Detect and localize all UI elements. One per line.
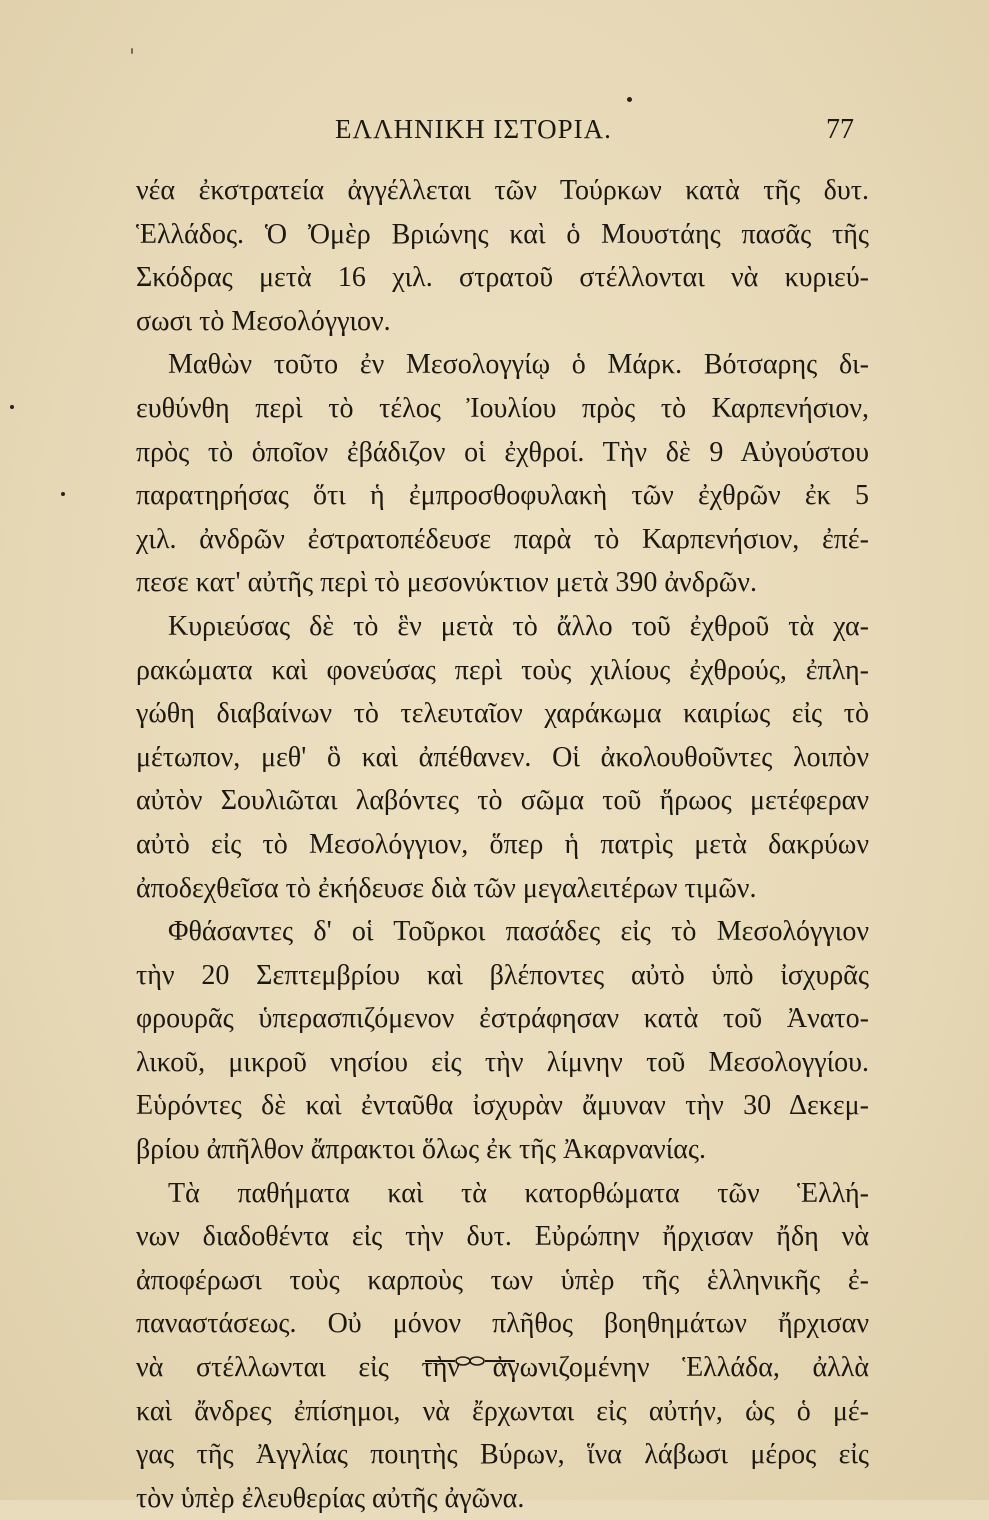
text-line: Σκόδρας μετὰ 16 χιλ. στρατοῦ στέλλονται νὰ κυριεύ- [136, 262, 869, 294]
end-of-section-ornament-icon [425, 1354, 515, 1368]
text-line: Εὑρόντες δὲ καὶ ἐνταῦθα ἰσχυρὰν ἄμυναν τὴν 30 Δεκεμ- [136, 1090, 869, 1122]
text-line: αὐτὸν Σουλιῶται λαβόντες τὸ σῶμα τοῦ ἥρωος μετέφεραν [136, 785, 869, 817]
text-line: ρακώματα καὶ φονεύσας περὶ τοὺς χιλίους ἐχθρούς, ἐπλη- [136, 654, 869, 686]
running-head-title: ΕΛΛΗΝΙΚΗ ΙΣΤΟΡΙΑ. [335, 114, 612, 144]
text-line: Κυριεύσας δὲ τὸ ἓν μετὰ τὸ ἄλλο τοῦ ἐχθροῦ τὰ χα- [168, 610, 869, 642]
text-line: Φθάσαντες δ' οἱ Τοῦρκοι πασάδες εἰς τὸ Μεσολόγγιον [168, 916, 869, 948]
text-line: γας τῆς Ἀγγλίας ποιητὴς Βύρων, ἵνα λάβωσι μέρος εἰς [136, 1439, 869, 1471]
text-line: Τὰ παθήματα καὶ τὰ κατορθώματα τῶν Ἑλλή- [168, 1177, 869, 1209]
text-line: ευθύνθη περὶ τὸ τέλος Ἰουλίου πρὸς τὸ Καρπενήσιον, [136, 392, 869, 424]
text-line: χιλ. ἀνδρῶν ἐστρατοπέδευσε παρὰ τὸ Καρπενήσιον, ἐπέ- [136, 523, 869, 555]
text-line: πρὸς τὸ ὁποῖον ἐβάδιζον οἱ ἐχθροί. Τὴν δὲ 9 Αὐγούστου [136, 436, 869, 468]
text-line: νων διαδοθέντα εἰς τὴν δυτ. Εὐρώπην ἤρχισαν ἤδη νὰ [136, 1221, 869, 1253]
text-line: καὶ ἄνδρες ἐπίσημοι, νὰ ἔρχωνται εἰς αὐτήν, ὡς ὁ μέ- [136, 1395, 869, 1427]
page-number: 77 [826, 114, 854, 145]
text-line: μέτωπον, μεθ' ὃ καὶ ἀπέθανεν. Οἱ ἀκολουθοῦντες λοιπὸν [136, 741, 869, 773]
text-line: ἀποδεχθεῖσα τὸ ἐκήδευσε διὰ τῶν μεγαλειτέρων τιμῶν. [136, 872, 757, 904]
print-speck [131, 48, 133, 54]
text-line: βρίου ἀπῆλθον ἄπρακτοι ὅλως ἐκ τῆς Ἀκαρνανίας. [136, 1134, 707, 1166]
print-speck [10, 405, 14, 409]
text-line: σωσι τὸ Μεσολόγγιον. [136, 305, 391, 337]
text-line: νὰ στέλλωνται εἰς τὴν ἀγωνιζομένην Ἑλλάδα, ἀλλὰ [136, 1352, 869, 1384]
text-line: ἀποφέρωσι τοὺς καρποὺς των ὑπὲρ τῆς ἑλληνικῆς ἐ- [136, 1264, 869, 1296]
text-line: νέα ἐκστρατεία ἀγγέλλεται τῶν Τούρκων κατὰ τῆς δυτ. [136, 175, 869, 206]
body-text [136, 169, 869, 1520]
text-line: γώθη διαβαίνων τὸ τελευταῖον χαράκωμα καιρίως εἰς τὸ [136, 698, 869, 730]
text-line: παρατηρήσας ὅτι ἡ ἐμπροσθοφυλακὴ τῶν ἐχθρῶν ἐκ 5 [136, 480, 869, 512]
text-line: τὸν ὑπὲρ ἐλευθερίας αὐτῆς ἀγῶνα. [136, 1482, 525, 1514]
text-line: Ἑλλάδος. Ὁ Ὀμὲρ Βριώνης καὶ ὁ Μουστάης πασᾶς τῆς [136, 218, 869, 250]
text-line: τὴν 20 Σεπτεμβρίου καὶ βλέποντες αὐτὸ ὑπὸ ἰσχυρᾶς [136, 959, 869, 991]
print-speck [61, 492, 65, 496]
text-line: Μαθὼν τοῦτο ἐν Μεσολογγίῳ ὁ Μάρκ. Βότσαρης δι- [168, 349, 869, 381]
text-line: αὐτὸ εἰς τὸ Μεσολόγγιον, ὅπερ ἡ πατρὶς μετὰ δακρύων [136, 828, 869, 860]
print-speck [627, 97, 632, 102]
text-line: παναστάσεως. Οὐ μόνον πλῆθος βοηθημάτων ἤρχισαν [136, 1308, 869, 1340]
text-line: πεσε κατ' αὐτῆς περὶ τὸ μεσονύκτιον μετὰ 390 ἀνδρῶν. [136, 567, 757, 599]
text-line: λικοῦ, μικροῦ νησίου εἰς τὴν λίμνην τοῦ Μεσολογγίου. [136, 1046, 869, 1078]
text-line: φρουρᾶς ὑπερασπιζόμενον ἐστράφησαν κατὰ τοῦ Ἀνατο- [136, 1003, 869, 1035]
